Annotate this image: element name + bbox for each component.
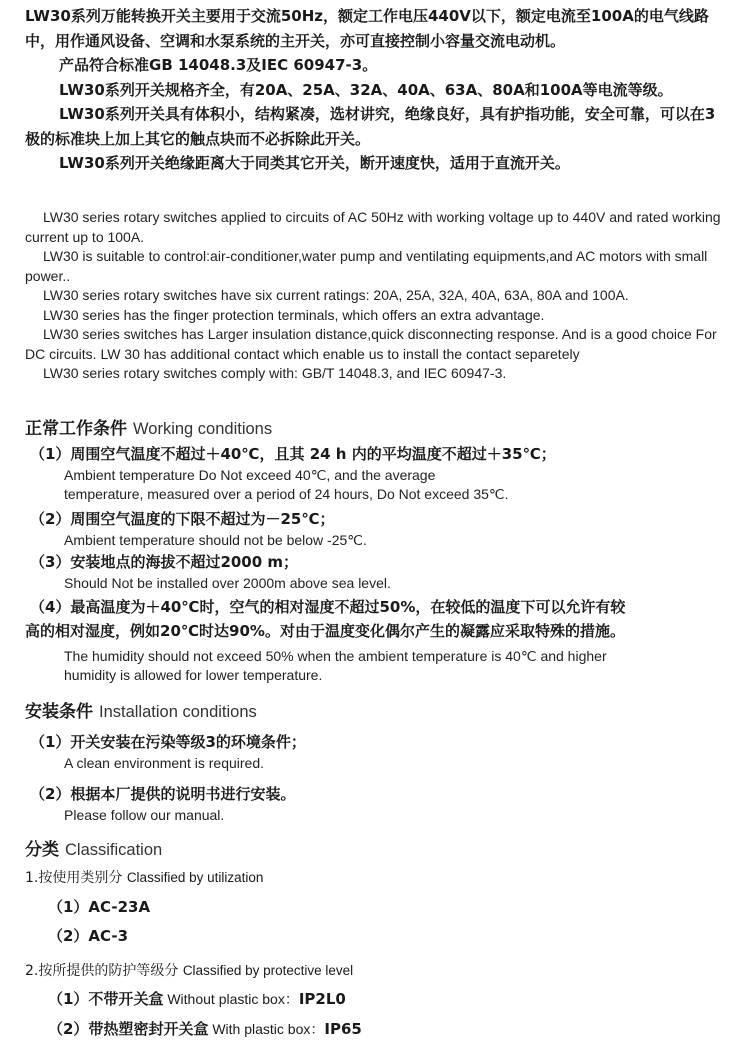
protection-item-2-zh: （2）带热塑密封开关盒 — [48, 1020, 209, 1038]
protection-item-2-en: With plastic box： — [208, 1021, 325, 1037]
working-item-4-zh-line2: 高的相对湿度，例如20℃时达90%。对由于温度变化偶尔产生的凝露应采取特殊的措施。 — [25, 622, 625, 640]
utilization-item-2: （2）AC-3 — [48, 927, 129, 945]
intro-zh-paragraph-2: 产品符合标准GB 14048.3及IEC 60947-3。 — [59, 56, 378, 74]
installation-item-2-zh: （2）根据本厂提供的说明书进行安装。 — [30, 785, 296, 803]
working-title-zh: 正常工作条件 — [25, 419, 127, 439]
protection-item-2 — [48, 1018, 362, 1039]
intro-chinese — [25, 4, 725, 176]
installation-conditions-heading — [25, 697, 257, 722]
classification-title-en: Classification — [65, 841, 163, 859]
intro-zh-paragraph-3: LW30系列开关规格齐全，有20A、25A、32A、40A、63A、80A和100A等电流等级。 — [59, 80, 673, 99]
intro-zh-paragraph-5: LW30系列开关绝缘距离大于同类其它开关，断开速度快，适用于直流开关。 — [59, 154, 570, 172]
group-2-title-en: Classified by protective level — [182, 963, 354, 978]
group-1-title-zh: 1.按使用类别分 — [25, 870, 123, 886]
working-item-4-en-line2: humidity is allowed for lower temperature. — [64, 666, 323, 683]
installation-title-en: Installation conditions — [99, 703, 257, 721]
working-item-2-en: Ambient temperature should not be below -25℃. — [64, 532, 367, 548]
working-item-1-en-line1: Ambient temperature Do Not exceed 40℃, and the average — [64, 467, 436, 483]
working-item-2 — [30, 507, 730, 550]
installation-item-1-zh: （1）开关安装在污染等级3的环境条件； — [30, 733, 306, 751]
protection-item-2-code: IP65 — [324, 1020, 362, 1038]
group-1-title-en: Classified by utilization — [126, 870, 264, 885]
classification-group-2 — [25, 960, 353, 980]
working-item-4-zh-line1: （4）最高温度为＋40℃时，空气的相对湿度不超过50%，在较低的温度下可以允许有较 — [30, 598, 626, 616]
intro-en-paragraph-6: LW30 series rotary switches comply with: GB/T 14048.3, and IEC 60947-3. — [43, 365, 507, 381]
intro-zh-paragraph-4: LW30系列开关具有体积小，结构紧凑，选材讲究，绝缘良好，具有护指功能，安全可靠，可以在3极的标准块上加上其它的触点块而不必拆除此开关。 — [25, 105, 716, 148]
working-item-4 — [25, 595, 730, 684]
intro-english — [25, 208, 740, 384]
classification-title-zh: 分类 — [25, 840, 59, 860]
working-item-1-en-line2: temperature, measured over a period of 24 hours, Do Not exceed 35℃. — [64, 485, 509, 502]
working-title-en: Working conditions — [133, 420, 273, 438]
working-item-4-en-line1: The humidity should not exceed 50% when the ambient temperature is 40℃ and higher — [64, 648, 607, 664]
working-item-1-zh: （1）周围空气温度不超过＋40℃，且其 24 h 内的平均温度不超过＋35℃； — [30, 445, 556, 463]
installation-item-2-en: Please follow our manual. — [64, 807, 225, 823]
installation-item-1-en: A clean environment is required. — [64, 755, 264, 771]
classification-heading — [25, 835, 162, 860]
group-2-title-zh: 2.按所提供的防护等级分 — [25, 963, 179, 979]
intro-en-paragraph-4: LW30 series has the finger protection terminals, which offers an extra advantage. — [43, 306, 545, 323]
intro-en-paragraph-5: LW30 series switches has Larger insulation distance,quick disconnecting response. And is a good choice For DC circuits. LW 30 has additional contact which enable us to install the contact separetely — [25, 326, 717, 362]
intro-en-paragraph-1: LW30 series rotary switches applied to circuits of AC 50Hz with working voltage up to 440V and rated working current up to 100A. — [25, 209, 721, 245]
working-item-1 — [30, 442, 730, 503]
intro-en-paragraph-2: LW30 is suitable to control:air-conditioner,water pump and ventilating equipments,and AC motors with small power.. — [25, 248, 708, 284]
installation-title-zh: 安装条件 — [25, 702, 93, 722]
working-item-3-zh: （3）安装地点的海拔不超过2000 m； — [30, 553, 299, 571]
working-item-3 — [30, 550, 730, 593]
installation-item-2 — [30, 782, 730, 825]
working-item-2-zh: （2）周围空气温度的下限不超过为－25℃； — [30, 510, 335, 528]
utilization-item-1: （1）AC-23A — [48, 898, 151, 916]
intro-en-paragraph-3: LW30 series rotary switches have six current ratings: 20A, 25A, 32A, 40A, 63A, 80A and 100A. — [43, 287, 629, 303]
installation-item-1 — [30, 730, 730, 773]
intro-zh-paragraph-1: LW30系列万能转换开关主要用于交流50Hz，额定工作电压440V以下，额定电流至100A的电气线路中，用作通风设备、空调和水泵系统的主开关，亦可直接控制小容量交流电动机。 — [25, 7, 709, 50]
protection-item-1-en: Without plastic box： — [163, 991, 299, 1007]
protection-item-1-code: IP2L0 — [298, 990, 346, 1008]
classification-group-1 — [25, 867, 263, 887]
working-conditions-heading — [25, 414, 272, 439]
working-item-3-en: Should Not be installed over 2000m above sea level. — [64, 575, 391, 591]
protection-item-1-zh: （1）不带开关盒 — [48, 990, 164, 1008]
protection-item-1 — [48, 988, 346, 1009]
